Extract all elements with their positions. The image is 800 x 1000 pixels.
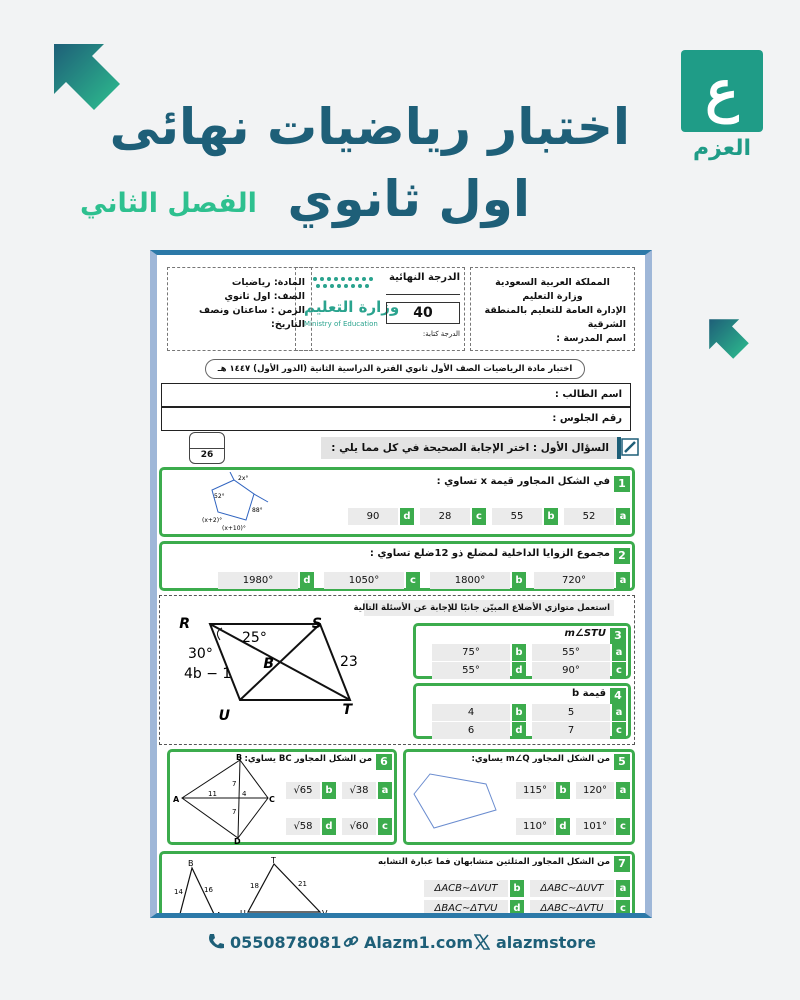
ministry-name-ar: وزارة التعليم xyxy=(304,298,400,316)
fig-label: (x+10)° xyxy=(222,525,246,532)
fig-label: 11 xyxy=(208,790,217,798)
page-title-line2: اول ثانوي xyxy=(287,170,530,228)
question-text: مجموع الزوايا الداخلية لمضلع ذو 12ضلع تساوي : xyxy=(369,548,610,559)
page-title: اختبار رياضيات نهائى xyxy=(109,98,630,156)
question-7 xyxy=(159,851,635,922)
option-a[interactable]: 55° xyxy=(532,644,610,661)
option-c[interactable]: ΔABC∼ΔVTU xyxy=(530,900,614,917)
option-c[interactable]: 101° xyxy=(576,818,614,835)
angle-30: 30° xyxy=(188,646,213,662)
question-text: m∠STU xyxy=(564,628,606,639)
pentagon-figure xyxy=(196,472,276,534)
option-d[interactable]: 55° xyxy=(432,662,510,679)
similar-triangles-figure xyxy=(170,856,340,922)
question-text: في الشكل المجاور قيمة x تساوي : xyxy=(436,476,610,487)
header-line: الزمن : ساعتان ونصف xyxy=(199,305,305,316)
option-letter: b xyxy=(512,704,526,721)
fig-label: B xyxy=(236,753,243,762)
option-letter: d xyxy=(510,900,524,917)
section-score: 26 xyxy=(200,450,214,460)
header-line: اسم المدرسة : xyxy=(556,333,626,344)
option-letter: a xyxy=(616,508,630,525)
option-b[interactable]: 1800° xyxy=(430,572,510,589)
question-2 xyxy=(159,541,635,591)
option-letter: b xyxy=(322,782,336,799)
header-line: الصف: اول ثانوي xyxy=(224,291,305,302)
option-a[interactable]: √38 xyxy=(342,782,376,799)
question-text: من الشكل المجاور المثلثين متشابهان فما عبارة التشابه xyxy=(378,857,610,867)
fig-label: 24 xyxy=(278,916,287,922)
question-number: 6 xyxy=(376,754,392,770)
final-grade-value: 40 xyxy=(386,302,460,324)
quadrilateral-figure xyxy=(408,766,504,838)
option-d[interactable]: 110° xyxy=(516,818,554,835)
fig-label: A xyxy=(216,911,222,920)
option-a[interactable]: 720° xyxy=(534,572,614,589)
option-letter: d xyxy=(300,572,314,589)
option-letter: a xyxy=(616,572,630,589)
logo-glyph: ع xyxy=(705,58,739,124)
x-logo-icon xyxy=(474,934,490,950)
option-letter: d xyxy=(512,722,526,739)
seat-number-field[interactable]: رقم الجلوس : xyxy=(161,407,631,431)
option-b[interactable]: 115° xyxy=(516,782,554,799)
angle-25: 25° xyxy=(242,630,267,646)
phone-number[interactable]: 0550878081 xyxy=(230,933,342,952)
fig-label: 12 xyxy=(194,916,203,922)
section-title: السؤال الأول : اختر الإجابة الصحيحة في كل مما يلي : xyxy=(321,437,621,459)
brand-name: العزم xyxy=(692,136,752,161)
pencil-icon xyxy=(621,438,639,456)
fig-label: 18 xyxy=(250,882,259,890)
option-letter: c xyxy=(612,662,626,679)
header-line: المملكة العربية السعودية xyxy=(495,277,610,288)
fig-label: 14 xyxy=(174,888,183,896)
ministry-logo-icon xyxy=(310,274,380,296)
student-name-field[interactable]: اسم الطالب : xyxy=(161,383,631,407)
fig-label: 88° xyxy=(252,507,263,514)
option-letter: b xyxy=(510,880,524,897)
contact-bar xyxy=(200,928,620,958)
option-d[interactable]: 90 xyxy=(348,508,398,525)
website-link[interactable]: Alazm1.com xyxy=(364,933,474,952)
fig-label: V xyxy=(322,909,328,918)
fig-label: U xyxy=(240,909,246,918)
question-3 xyxy=(413,623,631,679)
vertex-b: B xyxy=(263,656,274,672)
question-number: 2 xyxy=(614,548,630,564)
header-school-info xyxy=(470,267,635,351)
option-letter: d xyxy=(512,662,526,679)
fig-label: B xyxy=(188,859,194,868)
option-b[interactable]: 75° xyxy=(432,644,510,661)
option-b[interactable]: ΔACB∼ΔVUT xyxy=(424,880,508,897)
kite-figure xyxy=(172,752,276,844)
option-a[interactable]: 120° xyxy=(576,782,614,799)
divider xyxy=(386,294,460,295)
option-c[interactable]: 1050° xyxy=(324,572,404,589)
fig-label: 21 xyxy=(298,880,307,888)
option-letter: a xyxy=(378,782,392,799)
group-intro: استعمل متوازي الأضلاع المبيّن جانبًا للإجابة عن الأسئلة التالية xyxy=(364,600,614,616)
fig-label: C xyxy=(172,913,178,922)
fig-label: A xyxy=(173,795,180,804)
option-letter: a xyxy=(612,644,626,661)
question-text: من الشكل المجاور BC يساوي: xyxy=(244,754,372,764)
side-4b-1: 4b − 1 xyxy=(184,666,232,682)
option-d[interactable]: ΔBAC∼ΔTVU xyxy=(424,900,508,917)
question-text: قيمة b xyxy=(571,688,606,699)
header-subject-info xyxy=(167,267,312,351)
page-subtitle: الفصل الثاني xyxy=(80,188,257,219)
option-letter: d xyxy=(322,818,336,835)
option-letter: c xyxy=(612,722,626,739)
option-c[interactable]: 28 xyxy=(420,508,470,525)
option-letter: b xyxy=(512,572,526,589)
question-number: 1 xyxy=(614,476,630,492)
option-b[interactable]: √65 xyxy=(286,782,320,799)
vertex-r: R xyxy=(179,616,190,632)
option-letter: d xyxy=(400,508,414,525)
arrow-up-left-icon xyxy=(708,318,750,360)
parallelogram-figure xyxy=(170,610,370,730)
option-letter: d xyxy=(556,818,570,835)
option-c[interactable]: √60 xyxy=(342,818,376,835)
option-letter: b xyxy=(512,644,526,661)
option-letter: c xyxy=(616,818,630,835)
option-b[interactable]: 55 xyxy=(492,508,542,525)
phone-icon xyxy=(206,932,226,952)
question-number: 5 xyxy=(614,754,630,770)
option-d[interactable]: √58 xyxy=(286,818,320,835)
option-a[interactable]: 5 xyxy=(532,704,610,721)
fig-label: 2x° xyxy=(238,475,249,482)
fig-label: 7 xyxy=(232,808,237,816)
header-line: التاريخ: xyxy=(271,319,305,330)
option-b[interactable]: 4 xyxy=(432,704,510,721)
question-text: من الشكل المجاور m∠Q يساوي: xyxy=(471,754,610,764)
grade-words-label: الدرجة كتابة: xyxy=(422,330,460,338)
vertex-u: U xyxy=(218,708,230,724)
question-number: 7 xyxy=(614,856,630,872)
question-number: 3 xyxy=(610,628,626,644)
header-line: المادة: رياضيات xyxy=(231,277,305,288)
ministry-name-en: Ministry of Education xyxy=(304,320,378,328)
brand-logo xyxy=(681,50,763,132)
side-23: 23 xyxy=(340,654,358,670)
question-1 xyxy=(159,467,635,537)
vertex-s: S xyxy=(311,616,322,632)
question-number: 4 xyxy=(610,688,626,704)
option-letter: c xyxy=(472,508,486,525)
option-d[interactable]: 1980° xyxy=(218,572,298,589)
fig-label: (x+2)° xyxy=(202,517,223,524)
option-a[interactable]: ΔABC∼ΔUVT xyxy=(530,880,614,897)
option-letter: b xyxy=(556,782,570,799)
header-line: الإدارة العامة للتعليم بالمنطقة الشرقية xyxy=(484,305,626,330)
fig-label: T xyxy=(271,856,276,865)
option-letter: a xyxy=(612,704,626,721)
question-5 xyxy=(403,749,635,845)
section-score-box xyxy=(189,432,225,464)
fig-label: C xyxy=(269,795,275,804)
question-6 xyxy=(167,749,397,845)
option-a[interactable]: 52 xyxy=(564,508,614,525)
header-center xyxy=(295,267,465,351)
header-line: وزارة التعليم xyxy=(522,291,583,302)
option-letter: a xyxy=(616,880,630,897)
fig-label: 16 xyxy=(204,886,213,894)
fig-label: 7 xyxy=(232,780,237,788)
option-letter: c xyxy=(406,572,420,589)
fig-label: 4 xyxy=(242,790,247,798)
vertex-t: T xyxy=(342,702,352,718)
option-letter: b xyxy=(544,508,558,525)
option-c[interactable]: 90° xyxy=(532,662,610,679)
option-letter: c xyxy=(616,900,630,917)
exam-title: اختبار مادة الرياضيات الصف الأول ثانوي الفترة الدراسية الثانية (الدور الأول) ١٤٤٧ هـ xyxy=(205,359,585,379)
option-letter: c xyxy=(378,818,392,835)
option-d[interactable]: 6 xyxy=(432,722,510,739)
exam-paper xyxy=(150,250,652,922)
fig-label: 52° xyxy=(214,493,225,500)
question-4 xyxy=(413,683,631,739)
option-c[interactable]: 7 xyxy=(532,722,610,739)
x-handle[interactable]: alazmstore xyxy=(496,933,596,952)
final-grade-label: الدرجة النهائية xyxy=(389,272,460,283)
option-letter: a xyxy=(616,782,630,799)
link-icon xyxy=(342,933,360,951)
fig-label: D xyxy=(234,837,241,844)
